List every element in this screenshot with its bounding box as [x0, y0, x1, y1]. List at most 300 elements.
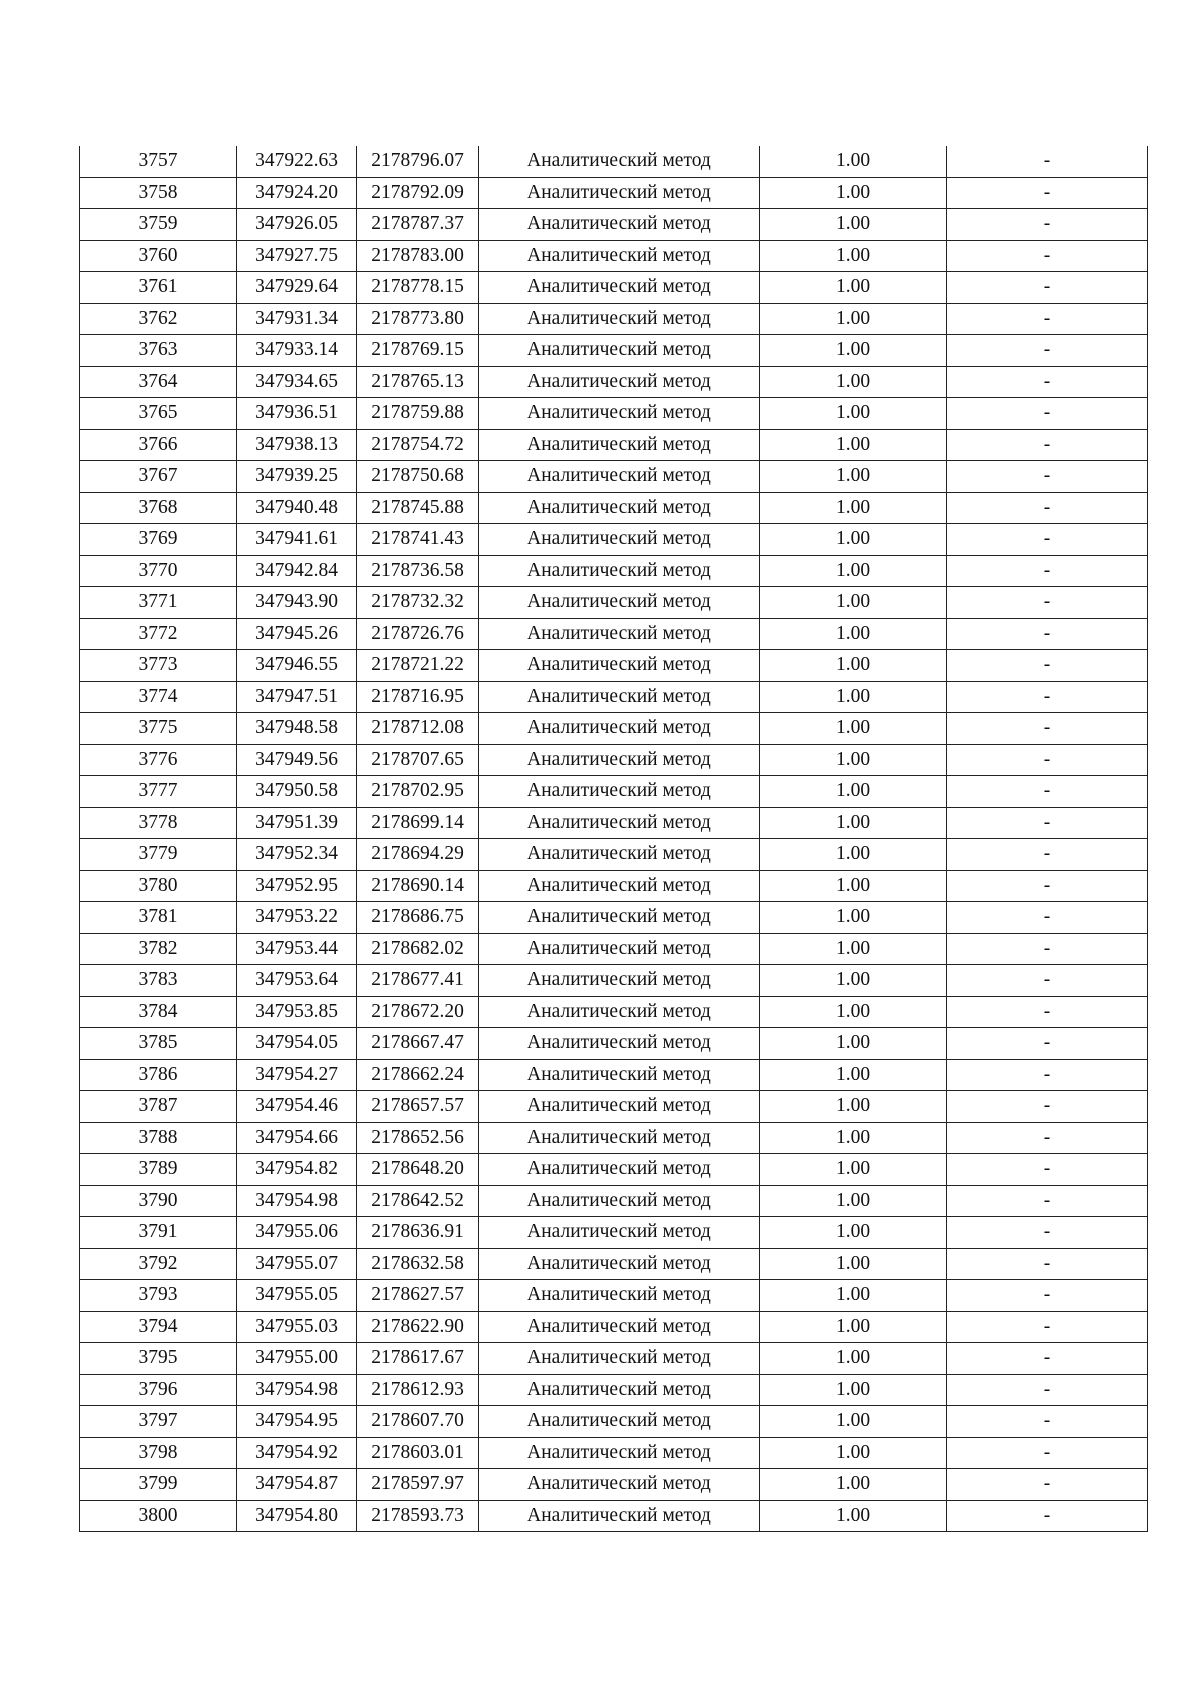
point-number-cell: 3794 [80, 1311, 237, 1343]
y-coordinate-cell: 2178672.20 [357, 996, 479, 1028]
description-cell: - [947, 1217, 1148, 1249]
x-coordinate-cell: 347934.65 [237, 366, 357, 398]
y-coordinate-cell: 2178702.95 [357, 776, 479, 808]
x-coordinate-cell: 347945.26 [237, 618, 357, 650]
method-cell: Аналитический метод [479, 744, 760, 776]
method-cell: Аналитический метод [479, 177, 760, 209]
accuracy-cell: 1.00 [760, 1217, 947, 1249]
x-coordinate-cell: 347949.56 [237, 744, 357, 776]
y-coordinate-cell: 2178796.07 [357, 146, 479, 177]
point-number-cell: 3782 [80, 933, 237, 965]
table-row [80, 650, 1148, 682]
point-number-cell: 3779 [80, 839, 237, 871]
description-cell: - [947, 146, 1148, 177]
accuracy-cell: 1.00 [760, 1343, 947, 1375]
x-coordinate-cell: 347952.34 [237, 839, 357, 871]
description-cell: - [947, 965, 1148, 997]
x-coordinate-cell: 347955.00 [237, 1343, 357, 1375]
table-row [80, 429, 1148, 461]
x-coordinate-cell: 347947.51 [237, 681, 357, 713]
description-cell: - [947, 524, 1148, 556]
table-row [80, 1280, 1148, 1312]
table-row [80, 933, 1148, 965]
description-cell: - [947, 1028, 1148, 1060]
table-row [80, 870, 1148, 902]
accuracy-cell: 1.00 [760, 429, 947, 461]
point-number-cell: 3763 [80, 335, 237, 367]
accuracy-cell: 1.00 [760, 713, 947, 745]
table-row [80, 1217, 1148, 1249]
accuracy-cell: 1.00 [760, 618, 947, 650]
description-cell: - [947, 650, 1148, 682]
point-number-cell: 3760 [80, 240, 237, 272]
method-cell: Аналитический метод [479, 209, 760, 241]
description-cell: - [947, 461, 1148, 493]
table-row [80, 303, 1148, 335]
point-number-cell: 3777 [80, 776, 237, 808]
y-coordinate-cell: 2178612.93 [357, 1374, 479, 1406]
y-coordinate-cell: 2178686.75 [357, 902, 479, 934]
x-coordinate-cell: 347938.13 [237, 429, 357, 461]
x-coordinate-cell: 347924.20 [237, 177, 357, 209]
point-number-cell: 3776 [80, 744, 237, 776]
description-cell: - [947, 1154, 1148, 1186]
table-row [80, 807, 1148, 839]
table-row [80, 461, 1148, 493]
x-coordinate-cell: 347955.05 [237, 1280, 357, 1312]
method-cell: Аналитический метод [479, 303, 760, 335]
accuracy-cell: 1.00 [760, 1406, 947, 1438]
point-number-cell: 3766 [80, 429, 237, 461]
x-coordinate-cell: 347954.66 [237, 1122, 357, 1154]
x-coordinate-cell: 347927.75 [237, 240, 357, 272]
accuracy-cell: 1.00 [760, 1437, 947, 1469]
table-row [80, 744, 1148, 776]
x-coordinate-cell: 347954.95 [237, 1406, 357, 1438]
accuracy-cell: 1.00 [760, 209, 947, 241]
x-coordinate-cell: 347946.55 [237, 650, 357, 682]
description-cell: - [947, 177, 1148, 209]
x-coordinate-cell: 347951.39 [237, 807, 357, 839]
x-coordinate-cell: 347954.46 [237, 1091, 357, 1123]
method-cell: Аналитический метод [479, 713, 760, 745]
point-number-cell: 3792 [80, 1248, 237, 1280]
x-coordinate-cell: 347948.58 [237, 713, 357, 745]
point-number-cell: 3775 [80, 713, 237, 745]
y-coordinate-cell: 2178603.01 [357, 1437, 479, 1469]
x-coordinate-cell: 347952.95 [237, 870, 357, 902]
accuracy-cell: 1.00 [760, 776, 947, 808]
y-coordinate-cell: 2178617.67 [357, 1343, 479, 1375]
x-coordinate-cell: 347954.92 [237, 1437, 357, 1469]
x-coordinate-cell: 347954.05 [237, 1028, 357, 1060]
description-cell: - [947, 776, 1148, 808]
description-cell: - [947, 1280, 1148, 1312]
method-cell: Аналитический метод [479, 1311, 760, 1343]
point-number-cell: 3797 [80, 1406, 237, 1438]
method-cell: Аналитический метод [479, 1406, 760, 1438]
point-number-cell: 3772 [80, 618, 237, 650]
description-cell: - [947, 618, 1148, 650]
accuracy-cell: 1.00 [760, 681, 947, 713]
description-cell: - [947, 933, 1148, 965]
point-number-cell: 3774 [80, 681, 237, 713]
x-coordinate-cell: 347954.98 [237, 1374, 357, 1406]
x-coordinate-cell: 347942.84 [237, 555, 357, 587]
description-cell: - [947, 1374, 1148, 1406]
method-cell: Аналитический метод [479, 555, 760, 587]
table-row [80, 555, 1148, 587]
method-cell: Аналитический метод [479, 1122, 760, 1154]
description-cell: - [947, 398, 1148, 430]
table-row [80, 681, 1148, 713]
x-coordinate-cell: 347955.03 [237, 1311, 357, 1343]
y-coordinate-cell: 2178699.14 [357, 807, 479, 839]
point-number-cell: 3799 [80, 1469, 237, 1501]
y-coordinate-cell: 2178745.88 [357, 492, 479, 524]
y-coordinate-cell: 2178773.80 [357, 303, 479, 335]
description-cell: - [947, 429, 1148, 461]
table-row [80, 492, 1148, 524]
method-cell: Аналитический метод [479, 1185, 760, 1217]
table-row [80, 1248, 1148, 1280]
y-coordinate-cell: 2178627.57 [357, 1280, 479, 1312]
method-cell: Аналитический метод [479, 1437, 760, 1469]
table-row [80, 1091, 1148, 1123]
x-coordinate-cell: 347933.14 [237, 335, 357, 367]
point-number-cell: 3764 [80, 366, 237, 398]
method-cell: Аналитический метод [479, 492, 760, 524]
accuracy-cell: 1.00 [760, 1028, 947, 1060]
accuracy-cell: 1.00 [760, 366, 947, 398]
y-coordinate-cell: 2178690.14 [357, 870, 479, 902]
accuracy-cell: 1.00 [760, 1059, 947, 1091]
x-coordinate-cell: 347955.06 [237, 1217, 357, 1249]
accuracy-cell: 1.00 [760, 1280, 947, 1312]
method-cell: Аналитический метод [479, 1374, 760, 1406]
method-cell: Аналитический метод [479, 870, 760, 902]
table-row [80, 1406, 1148, 1438]
table-row [80, 776, 1148, 808]
point-number-cell: 3784 [80, 996, 237, 1028]
method-cell: Аналитический метод [479, 650, 760, 682]
accuracy-cell: 1.00 [760, 902, 947, 934]
x-coordinate-cell: 347953.44 [237, 933, 357, 965]
description-cell: - [947, 1059, 1148, 1091]
y-coordinate-cell: 2178707.65 [357, 744, 479, 776]
point-number-cell: 3790 [80, 1185, 237, 1217]
method-cell: Аналитический метод [479, 996, 760, 1028]
method-cell: Аналитический метод [479, 1091, 760, 1123]
accuracy-cell: 1.00 [760, 807, 947, 839]
y-coordinate-cell: 2178694.29 [357, 839, 479, 871]
point-number-cell: 3759 [80, 209, 237, 241]
description-cell: - [947, 1469, 1148, 1501]
point-number-cell: 3768 [80, 492, 237, 524]
accuracy-cell: 1.00 [760, 1311, 947, 1343]
y-coordinate-cell: 2178787.37 [357, 209, 479, 241]
x-coordinate-cell: 347940.48 [237, 492, 357, 524]
table-row [80, 335, 1148, 367]
point-number-cell: 3757 [80, 146, 237, 177]
x-coordinate-cell: 347954.80 [237, 1500, 357, 1532]
point-number-cell: 3769 [80, 524, 237, 556]
accuracy-cell: 1.00 [760, 839, 947, 871]
description-cell: - [947, 902, 1148, 934]
accuracy-cell: 1.00 [760, 1185, 947, 1217]
table-row [80, 902, 1148, 934]
y-coordinate-cell: 2178607.70 [357, 1406, 479, 1438]
accuracy-cell: 1.00 [760, 335, 947, 367]
point-number-cell: 3789 [80, 1154, 237, 1186]
table-row [80, 1311, 1148, 1343]
point-number-cell: 3767 [80, 461, 237, 493]
method-cell: Аналитический метод [479, 366, 760, 398]
y-coordinate-cell: 2178712.08 [357, 713, 479, 745]
y-coordinate-cell: 2178657.57 [357, 1091, 479, 1123]
description-cell: - [947, 1248, 1148, 1280]
table-row [80, 398, 1148, 430]
x-coordinate-cell: 347939.25 [237, 461, 357, 493]
table-row [80, 272, 1148, 304]
point-number-cell: 3771 [80, 587, 237, 619]
table-row [80, 839, 1148, 871]
point-number-cell: 3796 [80, 1374, 237, 1406]
method-cell: Аналитический метод [479, 839, 760, 871]
y-coordinate-cell: 2178597.97 [357, 1469, 479, 1501]
x-coordinate-cell: 347936.51 [237, 398, 357, 430]
accuracy-cell: 1.00 [760, 587, 947, 619]
table-row [80, 1469, 1148, 1501]
x-coordinate-cell: 347954.82 [237, 1154, 357, 1186]
table-row [80, 1500, 1148, 1532]
description-cell: - [947, 681, 1148, 713]
description-cell: - [947, 1437, 1148, 1469]
table-row [80, 965, 1148, 997]
point-number-cell: 3761 [80, 272, 237, 304]
method-cell: Аналитический метод [479, 902, 760, 934]
y-coordinate-cell: 2178754.72 [357, 429, 479, 461]
description-cell: - [947, 807, 1148, 839]
accuracy-cell: 1.00 [760, 1091, 947, 1123]
table-row [80, 1374, 1148, 1406]
point-number-cell: 3762 [80, 303, 237, 335]
accuracy-cell: 1.00 [760, 524, 947, 556]
accuracy-cell: 1.00 [760, 965, 947, 997]
y-coordinate-cell: 2178682.02 [357, 933, 479, 965]
table-row [80, 1154, 1148, 1186]
y-coordinate-cell: 2178632.58 [357, 1248, 479, 1280]
description-cell: - [947, 240, 1148, 272]
method-cell: Аналитический метод [479, 429, 760, 461]
y-coordinate-cell: 2178750.68 [357, 461, 479, 493]
table-row [80, 713, 1148, 745]
coordinates-table [79, 146, 1148, 1532]
table-row [80, 146, 1148, 177]
table-row [80, 996, 1148, 1028]
point-number-cell: 3788 [80, 1122, 237, 1154]
method-cell: Аналитический метод [479, 681, 760, 713]
y-coordinate-cell: 2178741.43 [357, 524, 479, 556]
table-row [80, 1059, 1148, 1091]
description-cell: - [947, 744, 1148, 776]
y-coordinate-cell: 2178642.52 [357, 1185, 479, 1217]
y-coordinate-cell: 2178648.20 [357, 1154, 479, 1186]
accuracy-cell: 1.00 [760, 177, 947, 209]
method-cell: Аналитический метод [479, 272, 760, 304]
x-coordinate-cell: 347953.22 [237, 902, 357, 934]
y-coordinate-cell: 2178732.32 [357, 587, 479, 619]
accuracy-cell: 1.00 [760, 933, 947, 965]
method-cell: Аналитический метод [479, 1248, 760, 1280]
description-cell: - [947, 555, 1148, 587]
method-cell: Аналитический метод [479, 461, 760, 493]
point-number-cell: 3778 [80, 807, 237, 839]
y-coordinate-cell: 2178622.90 [357, 1311, 479, 1343]
x-coordinate-cell: 347954.87 [237, 1469, 357, 1501]
description-cell: - [947, 366, 1148, 398]
x-coordinate-cell: 347955.07 [237, 1248, 357, 1280]
method-cell: Аналитический метод [479, 1217, 760, 1249]
method-cell: Аналитический метод [479, 240, 760, 272]
accuracy-cell: 1.00 [760, 146, 947, 177]
description-cell: - [947, 303, 1148, 335]
coordinates-table-body [80, 146, 1148, 1532]
accuracy-cell: 1.00 [760, 303, 947, 335]
point-number-cell: 3795 [80, 1343, 237, 1375]
y-coordinate-cell: 2178769.15 [357, 335, 479, 367]
method-cell: Аналитический метод [479, 335, 760, 367]
y-coordinate-cell: 2178721.22 [357, 650, 479, 682]
point-number-cell: 3786 [80, 1059, 237, 1091]
description-cell: - [947, 209, 1148, 241]
accuracy-cell: 1.00 [760, 398, 947, 430]
point-number-cell: 3758 [80, 177, 237, 209]
accuracy-cell: 1.00 [760, 461, 947, 493]
description-cell: - [947, 1406, 1148, 1438]
description-cell: - [947, 1185, 1148, 1217]
table-row [80, 1437, 1148, 1469]
point-number-cell: 3780 [80, 870, 237, 902]
table-row [80, 1343, 1148, 1375]
x-coordinate-cell: 347954.98 [237, 1185, 357, 1217]
description-cell: - [947, 839, 1148, 871]
description-cell: - [947, 996, 1148, 1028]
description-cell: - [947, 1091, 1148, 1123]
method-cell: Аналитический метод [479, 965, 760, 997]
accuracy-cell: 1.00 [760, 1500, 947, 1532]
x-coordinate-cell: 347953.64 [237, 965, 357, 997]
method-cell: Аналитический метод [479, 1059, 760, 1091]
method-cell: Аналитический метод [479, 776, 760, 808]
x-coordinate-cell: 347953.85 [237, 996, 357, 1028]
point-number-cell: 3787 [80, 1091, 237, 1123]
accuracy-cell: 1.00 [760, 1122, 947, 1154]
method-cell: Аналитический метод [479, 1343, 760, 1375]
accuracy-cell: 1.00 [760, 555, 947, 587]
point-number-cell: 3773 [80, 650, 237, 682]
x-coordinate-cell: 347941.61 [237, 524, 357, 556]
point-number-cell: 3791 [80, 1217, 237, 1249]
description-cell: - [947, 272, 1148, 304]
accuracy-cell: 1.00 [760, 744, 947, 776]
table-row [80, 1028, 1148, 1060]
accuracy-cell: 1.00 [760, 492, 947, 524]
method-cell: Аналитический метод [479, 933, 760, 965]
y-coordinate-cell: 2178759.88 [357, 398, 479, 430]
description-cell: - [947, 1343, 1148, 1375]
method-cell: Аналитический метод [479, 1028, 760, 1060]
description-cell: - [947, 335, 1148, 367]
table-row [80, 240, 1148, 272]
y-coordinate-cell: 2178778.15 [357, 272, 479, 304]
x-coordinate-cell: 347926.05 [237, 209, 357, 241]
y-coordinate-cell: 2178662.24 [357, 1059, 479, 1091]
y-coordinate-cell: 2178765.13 [357, 366, 479, 398]
y-coordinate-cell: 2178726.76 [357, 618, 479, 650]
description-cell: - [947, 870, 1148, 902]
table-row [80, 618, 1148, 650]
accuracy-cell: 1.00 [760, 1374, 947, 1406]
accuracy-cell: 1.00 [760, 1248, 947, 1280]
method-cell: Аналитический метод [479, 398, 760, 430]
method-cell: Аналитический метод [479, 1280, 760, 1312]
x-coordinate-cell: 347954.27 [237, 1059, 357, 1091]
method-cell: Аналитический метод [479, 1154, 760, 1186]
description-cell: - [947, 1311, 1148, 1343]
method-cell: Аналитический метод [479, 618, 760, 650]
point-number-cell: 3785 [80, 1028, 237, 1060]
method-cell: Аналитический метод [479, 146, 760, 177]
y-coordinate-cell: 2178677.41 [357, 965, 479, 997]
table-row [80, 366, 1148, 398]
x-coordinate-cell: 347943.90 [237, 587, 357, 619]
y-coordinate-cell: 2178783.00 [357, 240, 479, 272]
y-coordinate-cell: 2178792.09 [357, 177, 479, 209]
x-coordinate-cell: 347950.58 [237, 776, 357, 808]
y-coordinate-cell: 2178636.91 [357, 1217, 479, 1249]
y-coordinate-cell: 2178667.47 [357, 1028, 479, 1060]
table-row [80, 1185, 1148, 1217]
method-cell: Аналитический метод [479, 1469, 760, 1501]
method-cell: Аналитический метод [479, 524, 760, 556]
table-row [80, 587, 1148, 619]
point-number-cell: 3798 [80, 1437, 237, 1469]
x-coordinate-cell: 347929.64 [237, 272, 357, 304]
description-cell: - [947, 713, 1148, 745]
table-row [80, 209, 1148, 241]
y-coordinate-cell: 2178736.58 [357, 555, 479, 587]
table-row [80, 1122, 1148, 1154]
description-cell: - [947, 1500, 1148, 1532]
description-cell: - [947, 1122, 1148, 1154]
table-row [80, 177, 1148, 209]
point-number-cell: 3765 [80, 398, 237, 430]
point-number-cell: 3800 [80, 1500, 237, 1532]
accuracy-cell: 1.00 [760, 996, 947, 1028]
point-number-cell: 3781 [80, 902, 237, 934]
accuracy-cell: 1.00 [760, 650, 947, 682]
method-cell: Аналитический метод [479, 587, 760, 619]
description-cell: - [947, 492, 1148, 524]
y-coordinate-cell: 2178652.56 [357, 1122, 479, 1154]
method-cell: Аналитический метод [479, 1500, 760, 1532]
description-cell: - [947, 587, 1148, 619]
y-coordinate-cell: 2178593.73 [357, 1500, 479, 1532]
method-cell: Аналитический метод [479, 807, 760, 839]
point-number-cell: 3770 [80, 555, 237, 587]
accuracy-cell: 1.00 [760, 870, 947, 902]
